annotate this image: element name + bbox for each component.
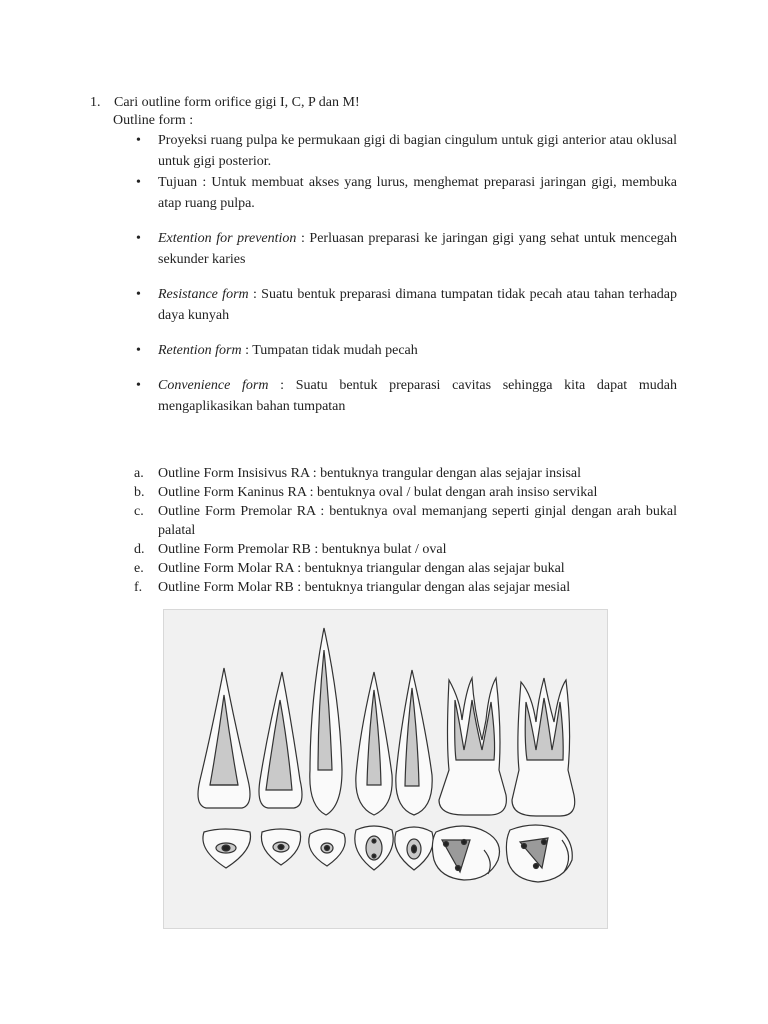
bullet-separator: :	[248, 287, 262, 302]
bullet-list	[136, 130, 677, 417]
bullet-item	[136, 284, 677, 326]
outline-item	[134, 559, 677, 578]
tooth-incisor-lateral-icon	[259, 672, 302, 808]
outline-item-label: c.	[134, 504, 144, 519]
outline-item-text: Outline Form Molar RA : bentuknya triangular dengan alas sejajar bukal	[158, 561, 565, 576]
bullet-term: Extention for prevention	[158, 231, 297, 246]
occlusal-view-molar-lower-icon	[506, 825, 572, 882]
bullet-dot-icon: •	[136, 378, 141, 393]
tooth-molar-upper-icon	[439, 678, 506, 815]
bullet-item	[136, 375, 677, 417]
bullet-dot-icon: •	[136, 287, 141, 302]
outline-item	[134, 578, 677, 597]
outline-item	[134, 540, 677, 559]
bullet-item	[136, 172, 677, 214]
outline-item-text: Outline Form Premolar RA : bentuknya oval memanjang seperti ginjal dengan arah bukal palatal	[158, 504, 677, 538]
bullet-separator: :	[296, 231, 310, 246]
bullet-item	[136, 130, 677, 172]
tooth-premolar-upper-icon	[356, 672, 392, 815]
question-text: Cari outline form orifice gigi I, C, P dan M!	[114, 95, 360, 110]
bullet-dot-icon: •	[136, 343, 141, 358]
outline-item-text: Outline Form Kaninus RA : bentuknya oval / bulat dengan arah insiso servikal	[158, 485, 598, 500]
occlusal-view-premolar-lower-icon	[395, 827, 433, 870]
outline-item-text: Outline Form Molar RB : bentuknya triangular dengan alas sejajar mesial	[158, 580, 571, 595]
outline-item-text: Outline Form Insisivus RA : bentuknya trangular dengan alas sejajar insisal	[158, 466, 582, 481]
bullet-text: Tujuan : Untuk membuat akses yang lurus, menghemat preparasi jaringan gigi, membuka atap ruang pulpa.	[158, 175, 677, 211]
bullet-text: Tumpatan tidak mudah pecah	[252, 343, 418, 358]
bullet-text: Proyeksi ruang pulpa ke permukaan gigi di bagian cingulum untuk gigi anterior atau oklusal untuk gigi posterior.	[158, 133, 677, 169]
bullet-separator: :	[268, 378, 296, 393]
tooth-canine-icon	[310, 628, 342, 815]
outline-item-label: e.	[134, 561, 144, 576]
bullet-text: Perluasan preparasi ke jaringan gigi yang sehat untuk mencegah sekunder karies	[158, 231, 677, 267]
tooth-diagram-svg	[164, 610, 607, 928]
bullet-dot-icon: •	[136, 231, 141, 246]
bullet-text: Suatu bentuk preparasi cavitas sehingga kita dapat mudah mengaplikasikan bahan tumpatan	[158, 378, 677, 414]
tooth-molar-lower-icon	[512, 678, 575, 816]
outline-form-list	[134, 464, 677, 597]
outline-item	[134, 502, 677, 540]
tooth-premolar-lower-icon	[396, 670, 432, 815]
outline-item-label: b.	[134, 485, 145, 500]
bullet-dot-icon: •	[136, 175, 141, 190]
bullet-term: Resistance form	[158, 287, 249, 302]
outline-item-label: d.	[134, 542, 145, 557]
subheading: Outline form :	[113, 113, 194, 128]
occlusal-view-canine-icon	[309, 829, 345, 866]
question-number: 1.	[90, 95, 101, 110]
bullet-dot-icon: •	[136, 133, 141, 148]
bullet-term: Retention form	[158, 343, 242, 358]
bullet-separator: :	[241, 343, 253, 358]
tooth-access-figure	[163, 609, 608, 929]
outline-item	[134, 464, 677, 483]
outline-item-label: a.	[134, 466, 144, 481]
bullet-text: Suatu bentuk preparasi dimana tumpatan tidak pecah atau tahan terhadap daya kunyah	[158, 287, 677, 323]
occlusal-view-incisor-lateral-icon	[261, 829, 300, 865]
bullet-item	[136, 228, 677, 270]
bullet-term: Convenience form	[158, 378, 269, 393]
bullet-item	[136, 340, 677, 361]
occlusal-view-premolar-upper-icon	[355, 826, 393, 870]
occlusal-view-incisor-central-icon	[203, 829, 251, 868]
outline-item-text: Outline Form Premolar RB : bentuknya bulat / oval	[158, 542, 447, 557]
tooth-incisor-central-icon	[198, 668, 250, 808]
outline-item	[134, 483, 677, 502]
occlusal-view-molar-upper-icon	[432, 826, 499, 880]
outline-item-label: f.	[134, 580, 143, 595]
